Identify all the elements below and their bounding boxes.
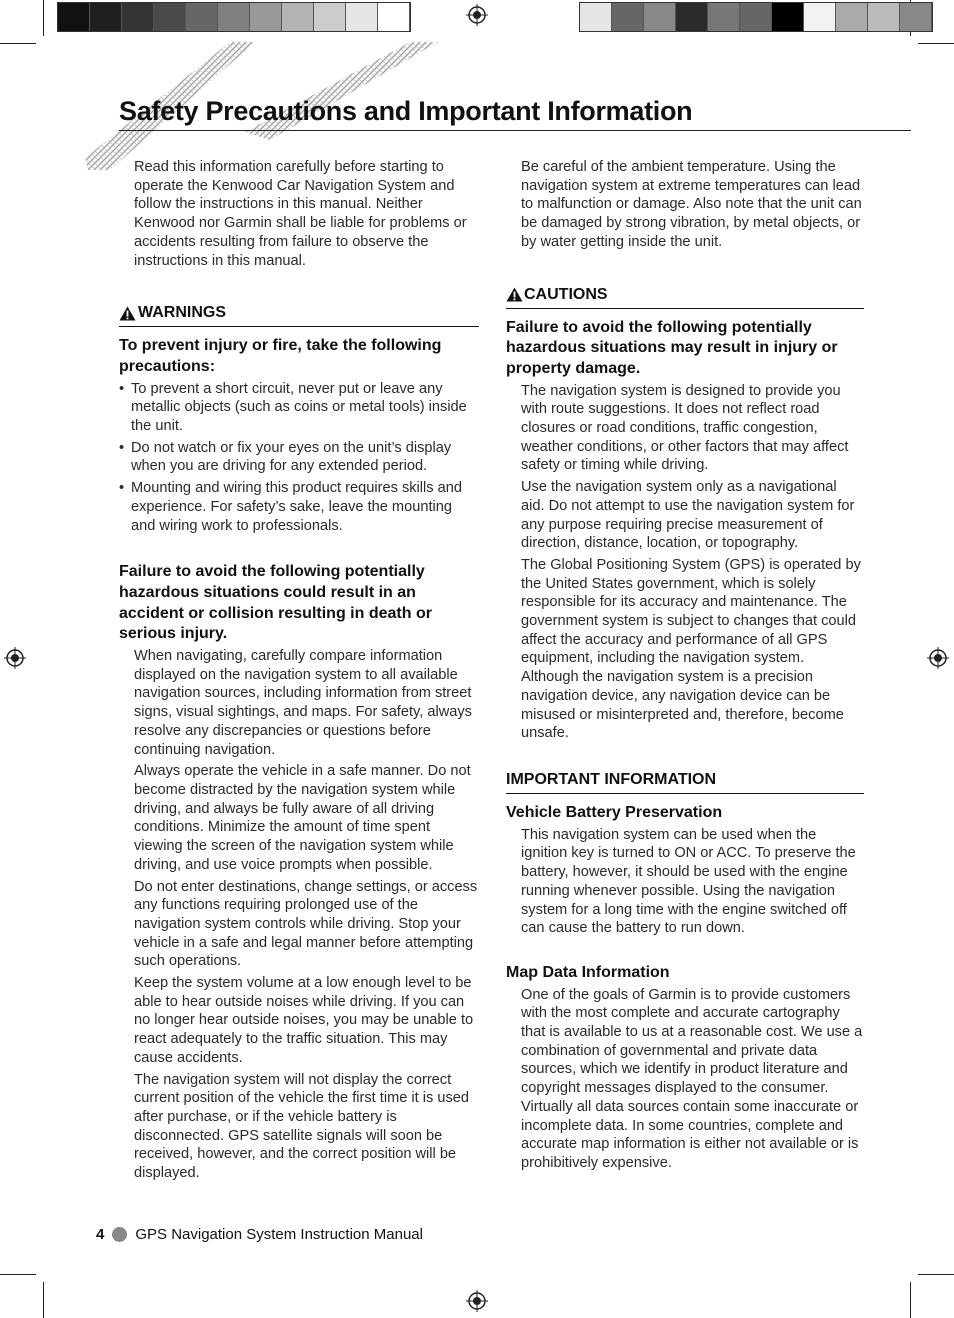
registration-mark-icon [466, 1290, 488, 1312]
color-swatch [218, 3, 250, 31]
intro-paragraph: Read this information carefully before starting to operate the Kenwood Car Navigation System and follow the instructions in this manual. Neither Kenwood nor Garmin shall be liable for problems or accidents resulting from failure to observe the instructions in this manual. [134, 159, 467, 269]
map-data-heading: Map Data Information [506, 963, 670, 981]
color-swatch [868, 3, 900, 31]
color-swatch [122, 3, 154, 31]
color-swatch-bar-left [57, 2, 411, 32]
color-swatch [186, 3, 218, 31]
page-footer [96, 1226, 423, 1243]
registration-mark-icon [4, 647, 26, 669]
cautions-heading-label: CAUTIONS [524, 285, 608, 303]
color-swatch [58, 3, 90, 31]
warnings-heading-label: WARNINGS [138, 304, 226, 322]
failure-heading: Failure to avoid the following potentially hazardous situations may result in injury or property damage. [506, 318, 838, 377]
color-swatch [282, 3, 314, 31]
warnings-heading [119, 304, 479, 327]
color-swatch-bar-right [579, 2, 933, 32]
color-swatch [346, 3, 378, 31]
color-swatch [250, 3, 282, 31]
important-info-heading: IMPORTANT INFORMATION [506, 771, 864, 794]
list-item: • Mounting and wiring this product requires skills and experience. For safety’s sake, leave the mounting and wiring work to professionals. [119, 479, 479, 535]
body-paragraph: This navigation system can be used when the ignition key is turned to ON or ACC. To preserve the battery, however, it should be used with the engine running whenever possible. Using the navigation system for a long time with the engine switched off can cause the battery to run down. [521, 826, 856, 937]
failure-heading: Failure to avoid the following potentially hazardous situations could result in an accident or collision resulting in death or serious injury. [119, 563, 432, 643]
page-title: Safety Precautions and Important Information [119, 96, 693, 126]
body-paragraph: The navigation system will not display the correct current position of the vehicle the first time it is used after purchase, or if the vehicle battery is disconnected. GPS satellite signals will soon be received, however, and the correct position will be displayed. [134, 1071, 470, 1182]
color-swatch [378, 3, 410, 31]
color-swatch [314, 3, 346, 31]
color-swatch [708, 3, 740, 31]
body-paragraph: Do not enter destinations, change settings, or access any functions requiring prolonged use of the navigation system controls while driving. Stop your vehicle in a safe and legal manner before attempting such operations. [134, 878, 478, 970]
color-swatch [90, 3, 122, 31]
crop-mark [43, 1282, 44, 1318]
body-paragraph: Keep the system volume at a low enough level to be able to hear outside noises while driving. If you can no longer hear outside noises, you may be unable to react adequately to the traffic situation. This may cause accidents. [134, 975, 474, 1066]
color-swatch [154, 3, 186, 31]
color-swatch [740, 3, 772, 31]
left-column [119, 158, 479, 1186]
crop-mark [43, 0, 44, 36]
body-paragraph: Always operate the vehicle in a safe manner. Do not become distracted by the navigation system while driving, and always be fully aware of all driving conditions. Minimize the amount of time spent viewing the screen of the navigation system while driving, and use voice prompts when possible. [134, 763, 471, 873]
warning-icon [119, 306, 136, 321]
color-swatch [900, 3, 932, 31]
body-paragraph: One of the goals of Garmin is to provide customers with the most complete and accurate cartography that is available to us at a reasonable cost. We use a combination of governmental and private data sources, which we identify in product literature and copyright messages displayed to the consumer. Virtually all data sources contain some inaccurate or incomplete data. In some countries, complete and accurate map information is either not available or is prohibitively expensive. [521, 986, 863, 1171]
color-swatch [836, 3, 868, 31]
circle-bullet-icon [112, 1227, 127, 1242]
cautions-heading [506, 286, 864, 309]
body-paragraph: Use the navigation system only as a navigational aid. Do not attempt to use the navigation system for any purpose requiring precise measurement of direction, distance, location, or topography. [521, 479, 855, 552]
precaution-list [119, 380, 479, 536]
right-column [506, 158, 864, 1176]
color-swatch [644, 3, 676, 31]
crop-mark [918, 1274, 954, 1275]
body-paragraph: When navigating, carefully compare information displayed on the navigation system to all available navigation sources, including information from street signs, visual sightings, and maps. For safety, always resolve any discrepancies or questions before continuing navigation. [134, 648, 472, 758]
body-paragraph: The navigation system is designed to provide you with route suggestions. It does not reflect road closures or road conditions, traffic congestion, weather conditions, or other factors that may affect safety or timing while driving. [521, 382, 849, 474]
body-paragraph: The Global Positioning System (GPS) is operated by the United States government, which is solely responsible for its accuracy and maintenance. The government system is subject to changes that could affect the accuracy and performance of all GPS equipment, including the navigation system. Although the navigation system is a precision navigation device, any navigation device can be misused or misinterpreted and, therefore, become unsafe. [521, 556, 861, 742]
title-divider [119, 130, 911, 131]
color-swatch [612, 3, 644, 31]
registration-mark-icon [927, 647, 949, 669]
warning-icon [506, 287, 523, 302]
color-swatch [804, 3, 836, 31]
manual-title: GPS Navigation System Instruction Manual [135, 1226, 423, 1243]
color-swatch [772, 3, 804, 31]
list-item: • To prevent a short circuit, never put or leave any metallic objects (such as coins or metal tools) inside the unit. [119, 380, 479, 436]
page-number: 4 [96, 1226, 105, 1243]
battery-heading: Vehicle Battery Preservation [506, 803, 723, 821]
list-item: • Do not watch or fix your eyes on the unit’s display when you are driving for any extended period. [119, 439, 479, 476]
color-swatch [580, 3, 612, 31]
registration-mark-icon [466, 4, 488, 26]
crop-mark [0, 1274, 36, 1275]
crop-mark [910, 1282, 911, 1318]
crop-mark [918, 43, 954, 44]
injury-heading: To prevent injury or fire, take the following precautions: [119, 337, 442, 375]
crop-mark [0, 43, 36, 44]
color-swatch [676, 3, 708, 31]
intro-paragraph: Be careful of the ambient temperature. Using the navigation system at extreme temperatures can lead to malfunction or damage. Also note that the unit can be damaged by strong vibration, by metal objects, or by water getting inside the unit. [521, 159, 862, 250]
